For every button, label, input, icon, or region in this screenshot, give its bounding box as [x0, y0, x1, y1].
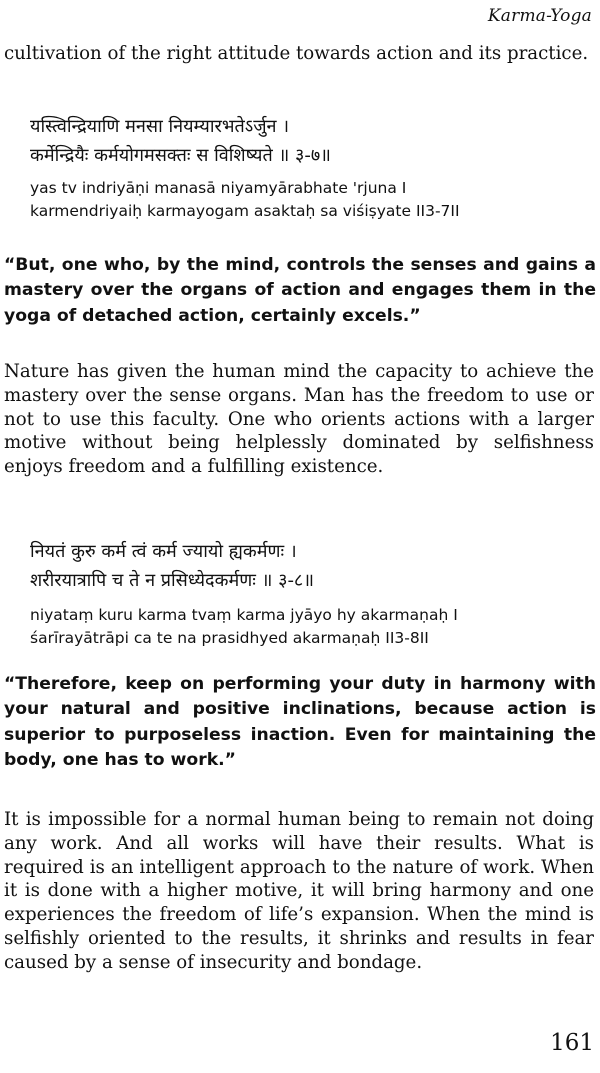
verse-3-8-translation: “Therefore, keep on performing your duty in harmony with your natural and positive inclinations, because action is superior to purposeless inaction. Even for maintaining the body, one has to work.”	[4, 674, 596, 771]
sanskrit-line: कर्मेन्द्रियैः कर्मयोगमसक्तः स विशिष्यते ॥ ३-७॥	[30, 145, 331, 166]
verse-3-7-sanskrit	[30, 112, 590, 170]
verse-3-8-transliteration	[30, 604, 590, 650]
paragraph-3: It is impossible for a normal human being to remain not doing any work. And all works will have their results. What is required is an intelligent approach to the nature of work. When it is done with a higher motive, it will bring harmony and one experiences the freedom of life’s expansion. When the mind is selfishly oriented to the results, it shrinks and results in fear caused by a sense of insecurity and bondage.	[4, 809, 594, 973]
transliteration-line: yas tv indriyāṇi manasā niyamyārabhate 'rjuna I	[30, 179, 407, 197]
running-head: Karma-Yoga	[487, 6, 592, 26]
verse-3-8-sanskrit	[30, 537, 590, 595]
sanskrit-line: शरीरयात्रापि च ते न प्रसिध्येदकर्मणः ॥ ३-८॥	[30, 570, 315, 591]
verse-3-7-translation: “But, one who, by the mind, controls the senses and gains a mastery over the organs of action and engages them in the yoga of detached action, certainly excels.”	[4, 255, 596, 326]
sanskrit-line: नियतं कुरु कर्म त्वं कर्म ज्यायो ह्यकर्मणः ।	[30, 541, 297, 562]
transliteration-line: karmendriyaiḥ karmayogam asaktaḥ sa viśiṣyate II3-7II	[30, 202, 460, 220]
intro-paragraph: cultivation of the right attitude towards action and its practice.	[4, 43, 589, 64]
paragraph-2: Nature has given the human mind the capacity to achieve the mastery over the sense organs. Man has the freedom to use or not to use this faculty. One who orients actions with a larger motive without being helplessly dominated by selfishness enjoys freedom and a fulfilling existence.	[4, 361, 594, 478]
sanskrit-line: यस्त्विन्द्रियाणि मनसा नियम्यारभतेऽर्जुन ।	[30, 116, 290, 137]
transliteration-line: niyataṃ kuru karma tvaṃ karma jyāyo hy akarmaṇaḥ I	[30, 606, 458, 624]
page-number: 161	[550, 1030, 594, 1056]
transliteration-line: śarīrayātrāpi ca te na prasidhyed akarmaṇaḥ II3-8II	[30, 629, 429, 647]
verse-3-7-transliteration	[30, 177, 590, 223]
